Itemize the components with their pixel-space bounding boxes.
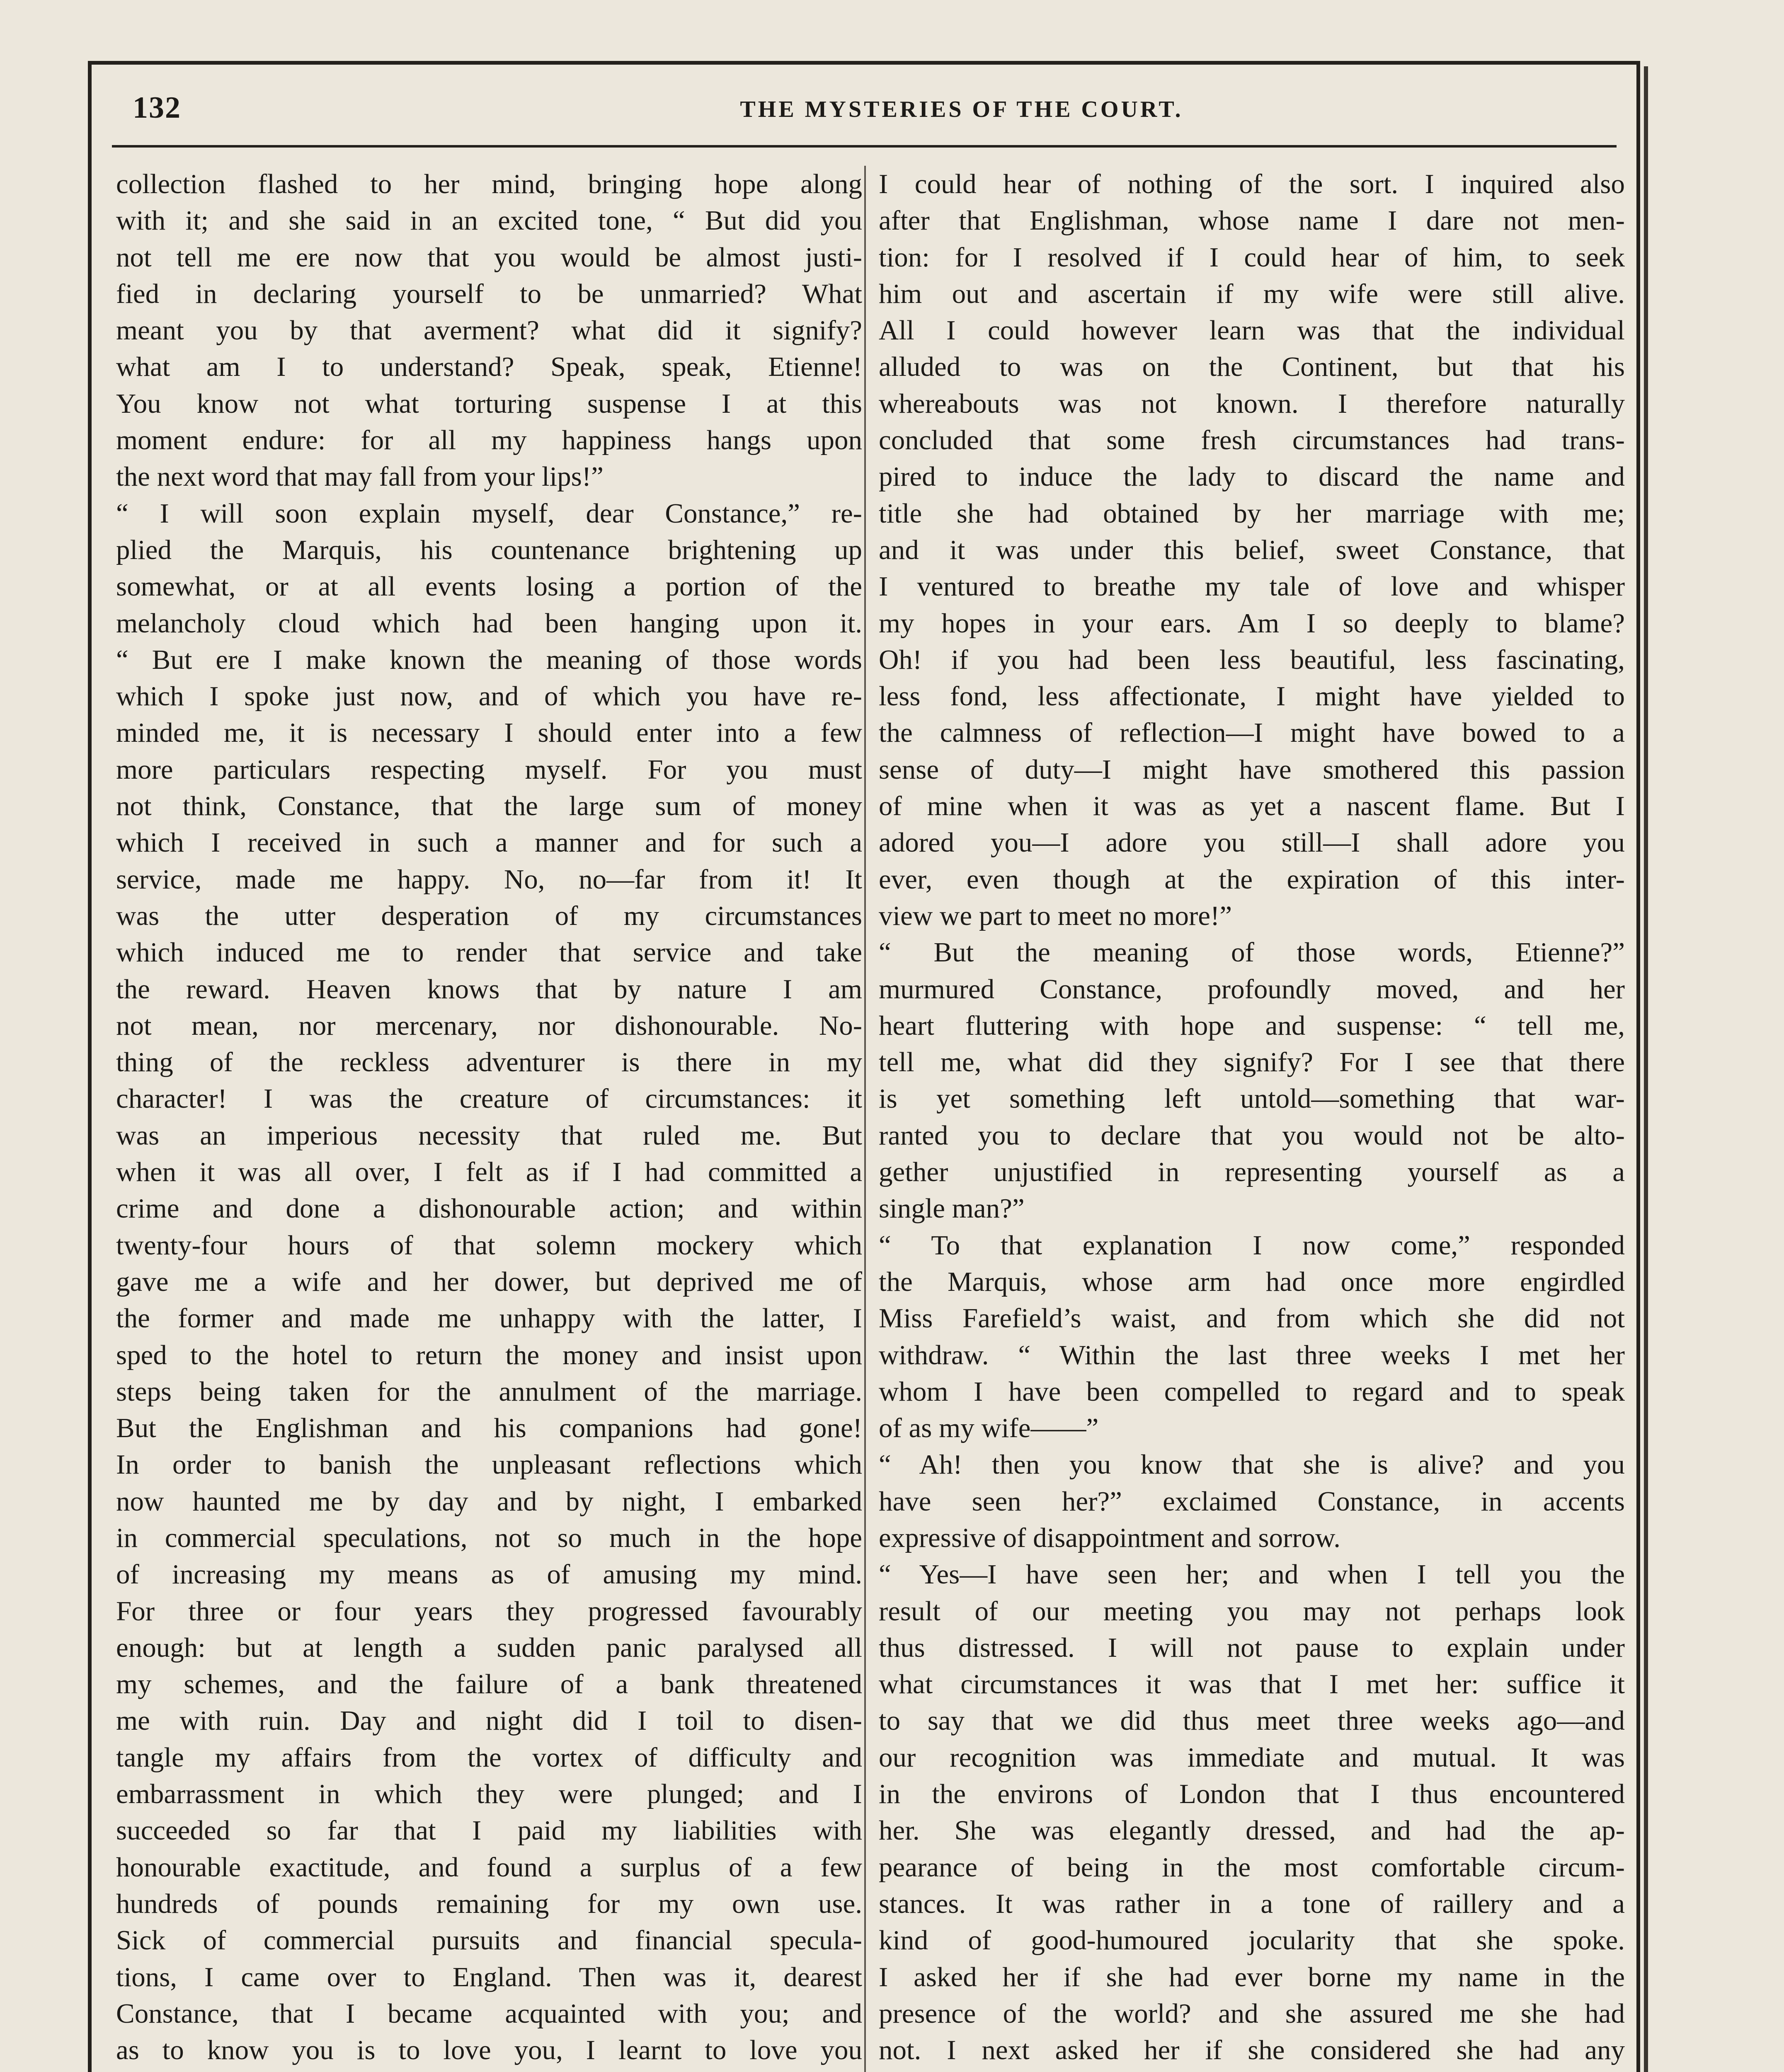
text-line: title she had obtained by her marriage with me; bbox=[879, 498, 1625, 529]
text-line: Constance, that I became acquainted with you; and bbox=[116, 1998, 862, 2029]
text-line: All I could however learn was that the individual bbox=[879, 315, 1625, 346]
text-line: fied in declaring yourself to be unmarried? What bbox=[116, 278, 862, 309]
text-line: Oh! if you had been less beautiful, less fascinating, bbox=[879, 644, 1625, 675]
text-line: the Marquis, whose arm had once more engirdled bbox=[879, 1266, 1625, 1297]
text-line: tell me, what did they signify? For I see that there bbox=[879, 1047, 1625, 1078]
text-line: enough: but at length a sudden panic paralysed all bbox=[116, 1632, 862, 1663]
text-line: the calmness of reflection—I might have bowed to a bbox=[879, 717, 1625, 748]
text-line: murmured Constance, profoundly moved, and her bbox=[879, 973, 1625, 1005]
text-line: is yet something left untold—something that war- bbox=[879, 1083, 1625, 1114]
text-line: not. I next asked her if she considered she had any bbox=[879, 2035, 1625, 2066]
text-line: my schemes, and the failure of a bank threatened bbox=[116, 1669, 862, 1700]
text-line: minded me, it is necessary I should enter into a few bbox=[116, 717, 862, 748]
text-line: “ I will soon explain myself, dear Constance,” re- bbox=[116, 498, 862, 529]
text-line: view we part to meet no more!” bbox=[879, 900, 1232, 931]
text-line: ranted you to declare that you would not be alto- bbox=[879, 1120, 1625, 1151]
text-line: For three or four years they progressed favourably bbox=[116, 1595, 862, 1627]
text-line: “ Ah! then you know that she is alive? and you bbox=[879, 1449, 1625, 1480]
text-line: which induced me to render that service and take bbox=[116, 937, 862, 968]
text-line: concluded that some fresh circumstances had trans- bbox=[879, 425, 1625, 456]
text-line: of mine when it was as yet a nascent flame. But I bbox=[879, 791, 1625, 822]
text-line: our recognition was immediate and mutual. It was bbox=[879, 1742, 1625, 1773]
text-line: with it; and she said in an excited tone, “ But did you bbox=[116, 205, 862, 236]
page-header bbox=[133, 90, 1625, 136]
text-line: the former and made me unhappy with the latter, I bbox=[116, 1303, 862, 1334]
text-line: of increasing my means as of amusing my mind. bbox=[116, 1559, 862, 1590]
text-line: and it was under this belief, sweet Constance, that bbox=[879, 534, 1625, 565]
text-line: thus distressed. I will not pause to explain under bbox=[879, 1632, 1625, 1663]
text-line: result of our meeting you may not perhaps look bbox=[879, 1595, 1625, 1627]
text-line: crime and done a dishonourable action; and within bbox=[116, 1193, 862, 1224]
text-line: less fond, less affectionate, I might have yielded to bbox=[879, 681, 1625, 712]
running-title: THE MYSTERIES OF THE COURT. bbox=[740, 97, 1183, 122]
text-line: pearance of being in the most comfortable circum- bbox=[879, 1852, 1625, 1883]
text-line bbox=[116, 2068, 862, 2072]
text-line: meant you by that averment? what did it signify? bbox=[116, 315, 862, 346]
text-line: him out and ascertain if my wife were still alive. bbox=[879, 278, 1625, 309]
text-line: sense of duty—I might have smothered this passion bbox=[879, 754, 1625, 785]
text-line: steps being taken for the annulment of the marriage. bbox=[116, 1376, 862, 1407]
text-line: her. She was elegantly dressed, and had the ap- bbox=[879, 1815, 1625, 1846]
text-line: as to know you is to love you, I learnt to love you bbox=[116, 2035, 862, 2066]
text-line: which I spoke just now, and of which you have re- bbox=[116, 681, 862, 712]
text-line: embarrassment in which they were plunged; and I bbox=[116, 1779, 862, 1810]
text-line: the next word that may fall from your lips!” bbox=[116, 461, 604, 492]
text-line: in commercial speculations, not so much in the hope bbox=[116, 1522, 862, 1553]
page-number: 132 bbox=[133, 91, 181, 125]
text-line: “ But ere I make known the meaning of those words bbox=[116, 644, 862, 675]
text-line: “ Yes—I have seen her; and when I tell you the bbox=[879, 1559, 1625, 1590]
text-line: of as my wife——” bbox=[879, 1413, 1099, 1444]
text-line: gether unjustified in representing yourself as a bbox=[879, 1157, 1625, 1188]
text-line: You know not what torturing suspense I at this bbox=[116, 388, 862, 419]
text-line: “ But the meaning of those words, Etienne?” bbox=[879, 937, 1625, 968]
text-line: to say that we did thus meet three weeks ago—and bbox=[879, 1705, 1625, 1736]
text-line: I asked her if she had ever borne my name in the bbox=[879, 1961, 1625, 1992]
text-line: plied the Marquis, his countenance brightening up bbox=[116, 534, 862, 565]
text-line: In order to banish the unpleasant reflections which bbox=[116, 1449, 862, 1480]
text-line: I could hear of nothing of the sort. I inquired also bbox=[879, 169, 1625, 199]
text-line: not think, Constance, that the large sum of money bbox=[116, 791, 862, 822]
right-text-column bbox=[879, 166, 1625, 2072]
text-line: succeeded so far that I paid my liabilities with bbox=[116, 1815, 862, 1846]
text-line: my hopes in your ears. Am I so deeply to blame? bbox=[879, 608, 1625, 639]
left-text-column bbox=[116, 166, 862, 2072]
text-line: more particulars respecting myself. For you must bbox=[116, 754, 862, 785]
text-line: hundreds of pounds remaining for my own use. bbox=[116, 1888, 862, 1919]
text-line: collection flashed to her mind, bringing hope along bbox=[116, 169, 862, 199]
text-line: after that Englishman, whose name I dare not men- bbox=[879, 205, 1625, 236]
text-line: stances. It was rather in a tone of raillery and a bbox=[879, 1888, 1625, 1919]
text-line: me with ruin. Day and night did I toil to disen- bbox=[116, 1705, 862, 1736]
text-line: expressive of disappointment and sorrow. bbox=[879, 1522, 1340, 1553]
text-line: single man?” bbox=[879, 1193, 1025, 1224]
text-line: kind of good-humoured jocularity that she spoke. bbox=[879, 1925, 1625, 1956]
text-line: melancholy cloud which had been hanging upon it. bbox=[116, 608, 862, 639]
text-line: the reward. Heaven knows that by nature I am bbox=[116, 973, 862, 1005]
text-line: what circumstances it was that I met her: suffice it bbox=[879, 1669, 1625, 1700]
text-line: have seen her?” exclaimed Constance, in accents bbox=[879, 1486, 1625, 1517]
text-line: I ventured to breathe my tale of love and whisper bbox=[879, 571, 1625, 602]
text-line: ever, even though at the expiration of this inter- bbox=[879, 864, 1625, 895]
text-line: heart fluttering with hope and suspense: “ tell me, bbox=[879, 1010, 1625, 1041]
text-line: gave me a wife and her dower, but deprived me of bbox=[116, 1266, 862, 1297]
text-line: twenty-four hours of that solemn mockery which bbox=[116, 1230, 862, 1261]
text-line: tions, I came over to England. Then was it, dearest bbox=[116, 1961, 862, 1992]
text-line: moment endure: for all my happiness hangs upon bbox=[116, 425, 862, 456]
text-line: alluded to was on the Continent, but that his bbox=[879, 351, 1625, 382]
text-line: But the Englishman and his companions had gone! bbox=[116, 1413, 862, 1444]
page-border-shadow bbox=[1644, 66, 1648, 2072]
text-line: tangle my affairs from the vortex of difficulty and bbox=[116, 1742, 862, 1773]
text-line: what am I to understand? Speak, speak, Etienne! bbox=[116, 351, 862, 382]
text-line: Sick of commercial pursuits and financial specula- bbox=[116, 1925, 862, 1956]
text-line: sped to the hotel to return the money and insist upon bbox=[116, 1339, 862, 1370]
text-line: thing of the reckless adventurer is there in my bbox=[116, 1047, 862, 1078]
text-line: somewhat, or at all events losing a portion of the bbox=[116, 571, 862, 602]
text-line: now haunted me by day and by night, I embarked bbox=[116, 1486, 862, 1517]
text-line: service, made me happy. No, no—far from it! It bbox=[116, 864, 862, 895]
text-line: not mean, nor mercenary, nor dishonourable. No- bbox=[116, 1010, 862, 1041]
text-line: was the utter desperation of my circumstances bbox=[116, 900, 862, 931]
header-rule bbox=[112, 145, 1617, 148]
text-line: “ To that explanation I now come,” responded bbox=[879, 1230, 1625, 1261]
text-line bbox=[879, 2068, 1625, 2072]
text-line: whereabouts was not known. I therefore naturally bbox=[879, 388, 1625, 419]
column-divider bbox=[864, 166, 866, 2072]
text-line: honourable exactitude, and found a surplus of a few bbox=[116, 1852, 862, 1883]
text-line: Miss Farefield’s waist, and from which she did not bbox=[879, 1303, 1625, 1334]
text-line: when it was all over, I felt as if I had committed a bbox=[116, 1157, 862, 1188]
text-line: presence of the world? and she assured me she had bbox=[879, 1998, 1625, 2029]
text-line: tion: for I resolved if I could hear of him, to seek bbox=[879, 242, 1625, 273]
text-line: character! I was the creature of circumstances: it bbox=[116, 1083, 862, 1114]
text-line: whom I have been compelled to regard and to speak bbox=[879, 1376, 1625, 1407]
text-line: in the environs of London that I thus encountered bbox=[879, 1779, 1625, 1810]
text-line: pired to induce the lady to discard the name and bbox=[879, 461, 1625, 492]
text-line: adored you—I adore you still—I shall adore you bbox=[879, 827, 1625, 858]
text-line: withdraw. “ Within the last three weeks I met her bbox=[879, 1339, 1625, 1370]
text-line: was an imperious necessity that ruled me. But bbox=[116, 1120, 862, 1151]
text-line: not tell me ere now that you would be almost justi- bbox=[116, 242, 862, 273]
text-line: which I received in such a manner and for such a bbox=[116, 827, 862, 858]
